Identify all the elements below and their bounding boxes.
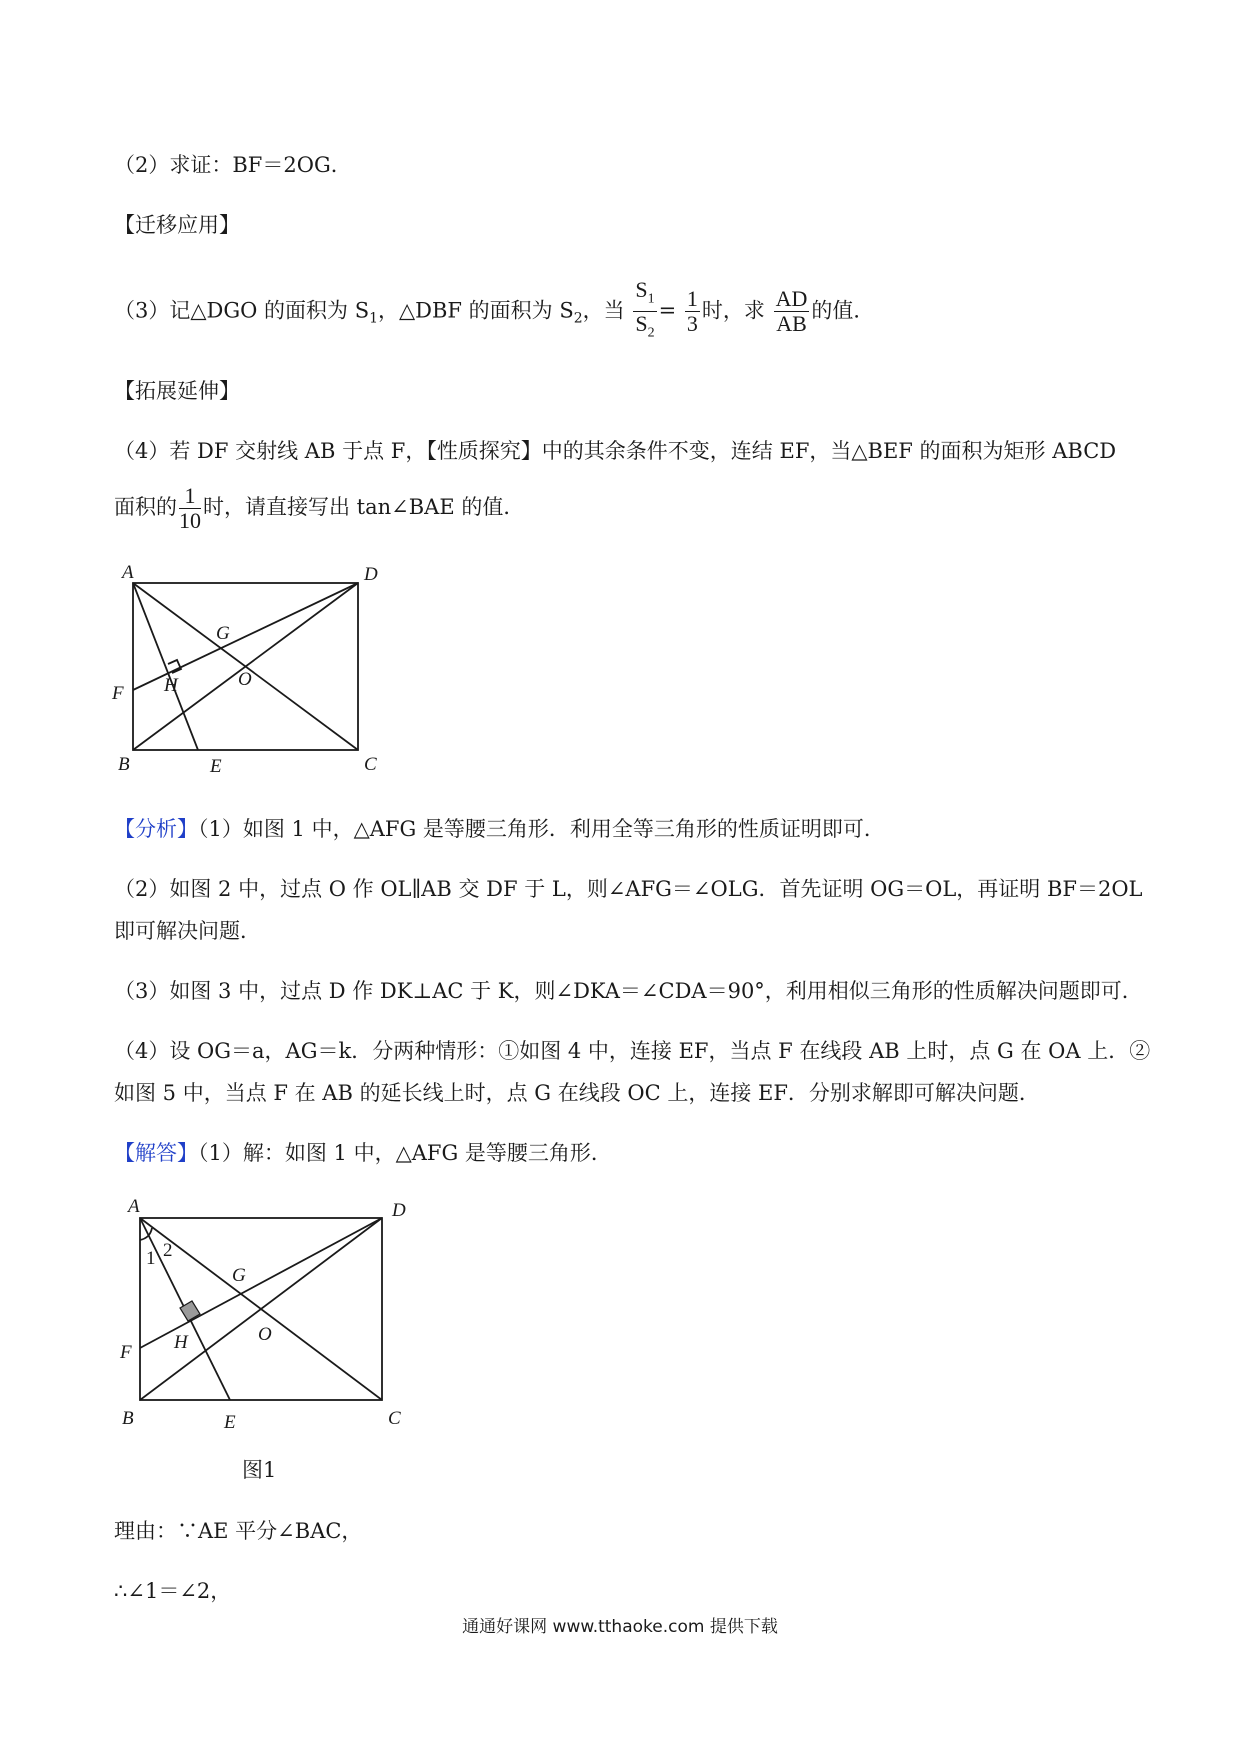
q4-part-c: 时，请直接写出 tan∠BAE 的值．	[203, 495, 525, 519]
fraction-numerator: AD	[775, 286, 808, 312]
label-o: O	[258, 1324, 272, 1345]
label-g: G	[216, 623, 230, 644]
label-h: H	[164, 675, 178, 696]
answer-1	[114, 1138, 612, 1168]
label-e: E	[224, 1412, 236, 1432]
label-c: C	[364, 754, 377, 775]
migrate-heading: 【迁移应用】	[114, 213, 240, 237]
label-a: A	[128, 1196, 140, 1217]
fraction-denominator: 10	[179, 508, 201, 533]
fraction-denominator: $S_2$	[635, 311, 655, 341]
analysis-4-line-1: （4）设 OG＝a，AG＝k．分两种情形：①如图 4 中，连接 EF，当点 F 在线段 AB 上时，点 G 在 OA 上．②	[114, 1039, 1151, 1063]
s2-subscript: 2	[573, 310, 583, 327]
label-angle-2: 2	[163, 1240, 173, 1261]
label-h: H	[174, 1332, 188, 1353]
question-2: （2）求证：BF＝2OG．	[114, 153, 352, 177]
label-g: G	[232, 1265, 246, 1286]
q3-part-d: 时，求	[701, 298, 765, 323]
fraction-denominator: 3	[686, 311, 698, 337]
right-angle-mark	[168, 660, 181, 673]
fraction-numerator: 1	[686, 286, 698, 312]
analysis-2-line-2: 即可解决问题．	[114, 919, 261, 943]
answer-tag: 【解答】	[114, 1141, 198, 1165]
q3-part-a: （3）记△DGO 的面积为 S	[114, 298, 370, 323]
analysis-2-line-1: （2）如图 2 中，过点 O 作 OL∥AB 交 DF 于 L，则∠AFG＝∠OLG．首先证明 OG＝OL，再证明 BF＝2OL	[114, 877, 1143, 901]
q4-part-b: 面积的	[114, 495, 177, 519]
equals-sign: =	[658, 298, 677, 323]
page-footer: 通通好课网 www.tthaoke.com 提供下载	[462, 1617, 778, 1637]
analysis-tag: 【分析】	[114, 817, 198, 841]
label-b: B	[118, 754, 130, 775]
label-d: D	[392, 1200, 406, 1221]
analysis-1	[114, 814, 885, 844]
therefore-line: ∴∠1＝∠2，	[114, 1579, 232, 1603]
question-3	[114, 278, 874, 346]
label-o: O	[238, 669, 252, 690]
analysis-1-text: （1）如图 1 中，△AFG 是等腰三角形．利用全等三角形的性质证明即可．	[198, 817, 885, 841]
fraction-s1-s2	[633, 278, 656, 346]
geometry-figure-1	[110, 1192, 430, 1432]
geometry-figure-top	[110, 560, 390, 780]
q3-part-b: ，△DBF 的面积为 S	[378, 298, 574, 323]
fraction-numerator: $S_1$	[633, 278, 656, 312]
question-4-line-2	[114, 484, 524, 533]
fraction-ad-ab	[774, 287, 810, 336]
label-f: F	[112, 683, 124, 704]
answer-1-text: （1）解：如图 1 中，△AFG 是等腰三角形．	[198, 1141, 612, 1165]
fraction-denominator: AB	[776, 311, 807, 337]
fraction-one-third	[685, 287, 700, 336]
extend-heading: 【拓展延伸】	[114, 379, 240, 403]
label-a: A	[122, 562, 134, 583]
label-angle-1: 1	[146, 1248, 156, 1269]
label-d: D	[364, 564, 378, 585]
analysis-4-line-2: 如图 5 中，当点 F 在 AB 的延长线上时，点 G 在线段 OC 上，连接 EF．分别求解即可解决问题．	[114, 1081, 1040, 1105]
label-f: F	[120, 1342, 132, 1363]
question-4-line-1: （4）若 DF 交射线 AB 于点 F，【性质探究】中的其余条件不变，连结 EF，当△BEF 的面积为矩形 ABCD	[114, 439, 1117, 463]
fraction-numerator: 1	[179, 484, 201, 509]
label-c: C	[388, 1408, 401, 1429]
fraction-one-tenth	[179, 484, 201, 533]
analysis-3: （3）如图 3 中，过点 D 作 DK⊥AC 于 K，则∠DKA＝∠CDA＝90°，利用相似三角形的性质解决问题即可．	[114, 979, 1143, 1003]
figure-1-caption: 图1	[242, 1458, 277, 1482]
s1-subscript: 1	[369, 310, 378, 327]
reason-line: 理由：∵AE 平分∠BAC，	[114, 1519, 363, 1543]
q3-part-e: 的值．	[811, 298, 875, 323]
label-b: B	[122, 1408, 134, 1429]
label-e: E	[210, 756, 222, 777]
q3-part-c: ，当	[582, 298, 625, 323]
